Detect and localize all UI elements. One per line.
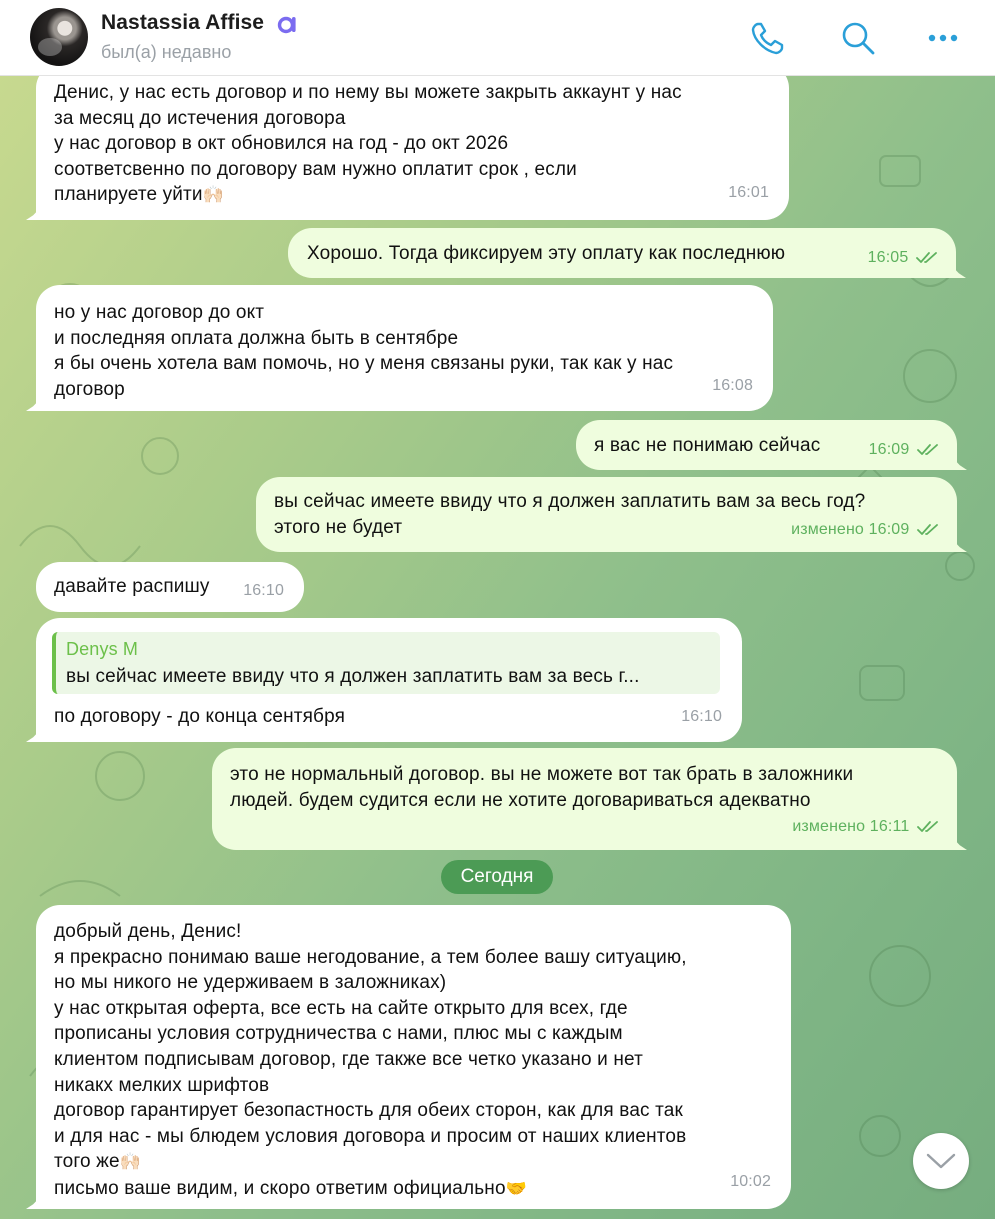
affise-logo-icon bbox=[277, 14, 299, 34]
double-check-icon bbox=[917, 821, 939, 833]
search-icon[interactable] bbox=[838, 18, 878, 58]
edited-label: изменено bbox=[792, 818, 866, 836]
message-time: 16:08 bbox=[712, 377, 753, 395]
message-time: 16:05 bbox=[867, 249, 909, 266]
message-time: 10:02 bbox=[730, 1173, 771, 1191]
message-bubble-outgoing[interactable] bbox=[212, 748, 957, 850]
message-bubble-incoming-reply[interactable] bbox=[36, 618, 742, 742]
message-text: я вас не понимаю сейчас bbox=[594, 435, 821, 456]
phone-icon[interactable] bbox=[748, 18, 788, 58]
raised-hands-emoji: 🙌🏻 bbox=[202, 185, 224, 206]
double-check-icon bbox=[916, 252, 938, 264]
reply-author: Denys M bbox=[66, 639, 139, 659]
scroll-to-bottom-button[interactable] bbox=[913, 1133, 969, 1189]
chat-header bbox=[0, 0, 995, 76]
chat-area[interactable] bbox=[0, 76, 995, 1219]
reply-quote[interactable] bbox=[52, 632, 720, 694]
raised-hands-emoji: 🙌🏻 bbox=[119, 1152, 142, 1173]
message-text: добрый день, Денис! я прекрасно понимаю ваше негодование, а тем более вашу ситуацию, но мы никого не удерживаем в заложниках) у нас открытая оферта, все есть на сайте открыто для всех, где прописаны условия сотрудничества с нами, плюс мы с каждым клиентом подписывам договор, где также все четко указано и нет никакх мелких шрифтов договор гарантирует безопастность для обеих сторон, как для вас так и для нас - мы блюдем условия договора и просим от наших клиентов того же bbox=[54, 921, 687, 1173]
message-time: 16:10 bbox=[243, 582, 284, 599]
message-bubble-outgoing[interactable] bbox=[288, 228, 956, 278]
message-time: 16:10 bbox=[681, 708, 722, 726]
message-time: 16:01 bbox=[728, 184, 769, 202]
edited-label: изменено bbox=[791, 521, 864, 539]
handshake-emoji: 🤝 bbox=[505, 1178, 527, 1199]
chevron-down-icon bbox=[925, 1147, 957, 1175]
reply-text: вы сейчас имеете ввиду что я должен заплатить вам за весь г... bbox=[66, 666, 640, 687]
date-separator: Сегодня bbox=[441, 860, 553, 894]
message-time: 16:09 bbox=[868, 441, 910, 458]
message-time: 16:09 bbox=[868, 521, 910, 539]
message-text: давайте распишу bbox=[54, 576, 210, 597]
message-text: по договору - до конца сентября bbox=[54, 706, 346, 727]
message-text: но у нас договор до окт и последняя оплата должна быть в сентябре я бы очень хотела вам помочь, но у меня связаны руки, так как у нас договор bbox=[54, 302, 674, 400]
message-text: письмо ваше видим, и скоро ответим официально bbox=[54, 1177, 506, 1199]
message-bubble-incoming[interactable] bbox=[36, 76, 789, 220]
message-bubble-incoming[interactable] bbox=[36, 562, 304, 612]
message-bubble-incoming[interactable] bbox=[36, 285, 773, 411]
message-text: Хорошо. Тогда фиксируем эту оплату как последнюю bbox=[307, 243, 786, 264]
message-text: это не нормальный договор. вы не можете вот так брать в заложники людей. будем судится если не хотите договариваться адекватно bbox=[230, 764, 854, 811]
double-check-icon bbox=[917, 444, 939, 456]
message-time: 16:11 bbox=[869, 818, 910, 836]
message-text: вы сейчас имеете ввиду что я должен заплатить вам за весь год? этого не будет bbox=[274, 491, 866, 538]
message-bubble-outgoing[interactable] bbox=[256, 477, 957, 552]
contact-status: был(а) недавно bbox=[101, 42, 232, 62]
contact-avatar[interactable] bbox=[30, 8, 88, 66]
more-options-icon[interactable] bbox=[923, 18, 963, 58]
message-bubble-incoming[interactable] bbox=[36, 905, 791, 1209]
message-bubble-outgoing[interactable] bbox=[576, 420, 957, 470]
contact-name[interactable]: Nastassia Affise bbox=[101, 11, 265, 34]
double-check-icon bbox=[917, 524, 939, 536]
message-text: Денис, у нас есть договор и по нему вы можете закрыть аккаунт у нас за месяц до истечения договора у нас договор в окт обновился на год - до окт 2026 соответсвенно по договору вам нужно оплатит срок , если планируете уйти bbox=[54, 82, 682, 206]
